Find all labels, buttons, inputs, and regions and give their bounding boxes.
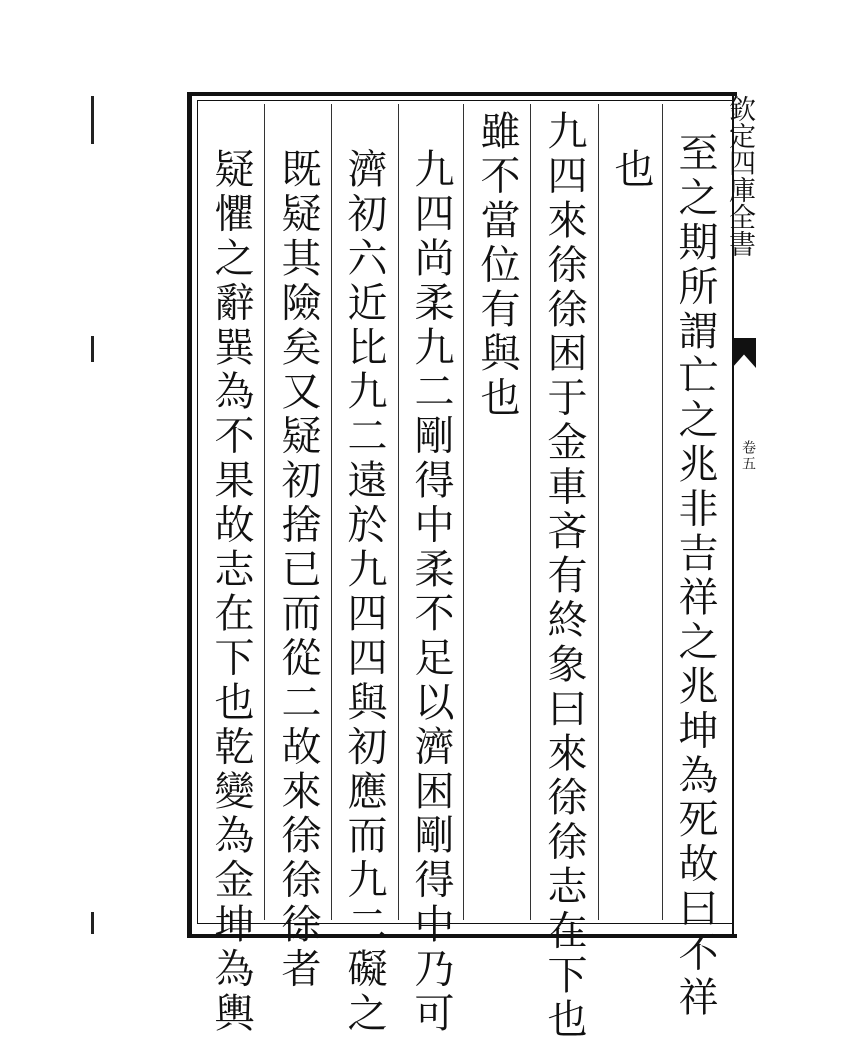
text-column: 疑懼之辭巽為不果故志在下也乾變為金坤為輿 bbox=[208, 148, 254, 1036]
column-rule bbox=[463, 104, 464, 920]
column-rule bbox=[398, 104, 399, 920]
scan-mark bbox=[91, 96, 94, 144]
text-column: 雖不當位有與也 bbox=[474, 110, 520, 421]
column-rule bbox=[662, 104, 663, 920]
scan-mark bbox=[91, 336, 94, 362]
column-rule bbox=[331, 104, 332, 920]
column-rule bbox=[598, 104, 599, 920]
margin-title: 欽定四庫全書 bbox=[724, 95, 755, 257]
text-column: 濟初六近比九二遠於九四四與初應而九二礙之 bbox=[341, 148, 387, 1036]
text-column: 至之期所謂亡之兆非吉祥之兆坤為死故曰不祥 bbox=[672, 132, 718, 1020]
scan-mark bbox=[91, 912, 94, 934]
text-column: 九四尚柔九二剛得中柔不足以濟困剛得中乃可 bbox=[408, 148, 454, 1036]
text-column: 九四來徐徐困于金車吝有終象曰來徐徐志在下也 bbox=[541, 110, 587, 1042]
text-column: 也 bbox=[608, 148, 654, 193]
text-column: 既疑其險矣又疑初捨已而從二故來徐徐徐者 bbox=[275, 148, 321, 992]
volume-label: 卷五 bbox=[740, 440, 756, 472]
column-rule bbox=[530, 104, 531, 920]
column-rule bbox=[264, 104, 265, 920]
